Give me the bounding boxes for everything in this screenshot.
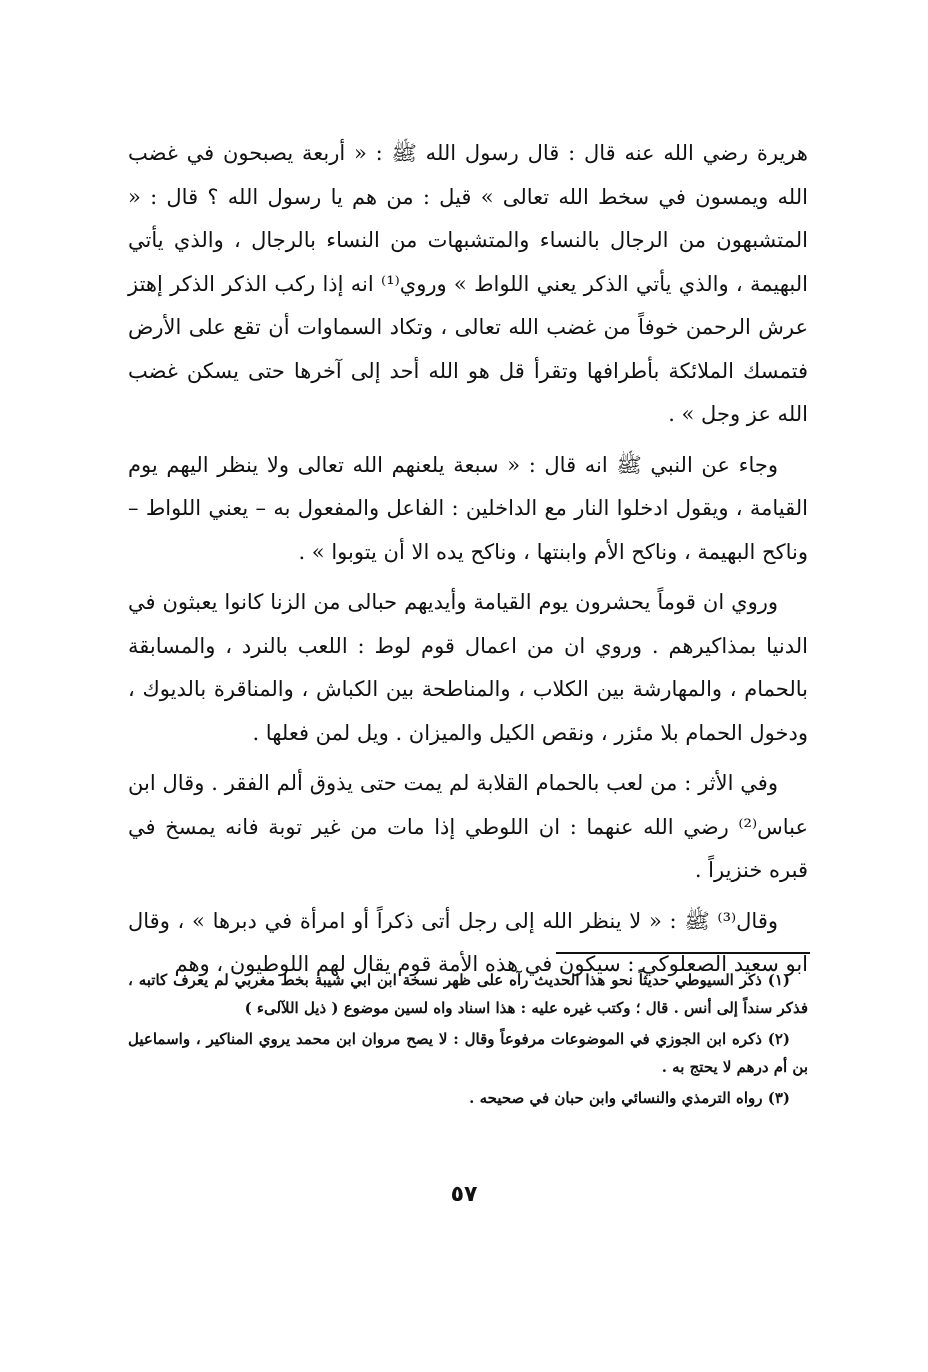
- paragraph: وقال⁽³⁾ ﷺ : « لا ينظر الله إلى رجل أتى ذكراً أو امرأة في دبرها » ، وقال ابو سعيد الصعلوكي : سيكون في هذه الأمة قوم يقال لهم اللوطيون ، وهم: [128, 908, 808, 976]
- footnote-separator: [556, 952, 810, 954]
- paragraph: وروي ان قوماً يحشرون يوم القيامة وأيديهم حبالى من الزنا كانوا يعبثون في الدنيا بمذاكيرهم . وروي ان من اعمال قوم لوط : اللعب بالنرد ، والمسابقة بالحمام ، والمهارشة بين الكلاب ، والمناطحة بين الكباش ، والمناقرة بالديوك ، ودخول الحمام بلا مئزر ، ونقص الكيل والميزان . ويل لمن فعلها .: [128, 590, 808, 745]
- paragraph: وفي الأثر : من لعب بالحمام القلابة لم يمت حتى يذوق ألم الفقر . وقال ابن عباس⁽²⁾ رضي الله عنهما : ان اللوطي إذا مات من غير توبة فانه يمسخ في قبره خنزيراً .: [128, 771, 808, 882]
- page-number: ٥٧: [450, 1182, 478, 1207]
- main-text: [128, 132, 808, 994]
- footnote: (٢) ذكره ابن الجوزي في الموضوعات مرفوعاً وقال : لا يصح مروان ابن محمد يروي المناكير ، واسماعيل بن أم درهم لا يحتج به .: [128, 1030, 808, 1076]
- footnote: (٣) رواه الترمذي والنسائي وابن حبان في صحيحه .: [469, 1089, 790, 1107]
- footnotes: [128, 966, 808, 1115]
- paragraph: وجاء عن النبي ﷺ انه قال : « سبعة يلعنهم الله تعالى ولا ينظر اليهم يوم القيامة ، ويقول ادخلوا النار مع الداخلين : الفاعل والمفعول به – يعني اللواط – وناكح البهيمة ، وناكح الأم وابنتها ، وناكح يده الا أن يتوبوا » .: [128, 452, 808, 564]
- paragraph: هريرة رضي الله عنه قال : قال رسول الله ﷺ : « أربعة يصبحون في غضب الله ويمسون في سخط الله تعالى » قيل : من هم يا رسول الله ؟ قال : « المتشبهون من الرجال بالنساء والمتشبهات من النساء بالرجال ، والذي يأتي البهيمة ، والذي يأتي الذكر يعني اللواط » وروي⁽¹⁾ انه إذا ركب الذكر الذكر إهتز عرش الرحمن خوفاً من غضب الله تعالى ، وتكاد السماوات أن تقع على الأرض فتمسك الملائكة بأطرافها وتقرأ قل هو الله أحد إلى آخرها حتى يسكن غضب الله عز وجل » .: [128, 141, 808, 426]
- footnote: (١) ذكر السيوطي حديثاً نحو هذا الحديث رآه على ظهر نسخة ابن ابي شيبة بخط مغربي لم يعرف كاتبه ، فذكر سنداً إلى أنس . قال ؛ وكتب غيره عليه : هذا اسناد واه لسين موضوع ( ذيل اللآلىء ): [128, 971, 808, 1017]
